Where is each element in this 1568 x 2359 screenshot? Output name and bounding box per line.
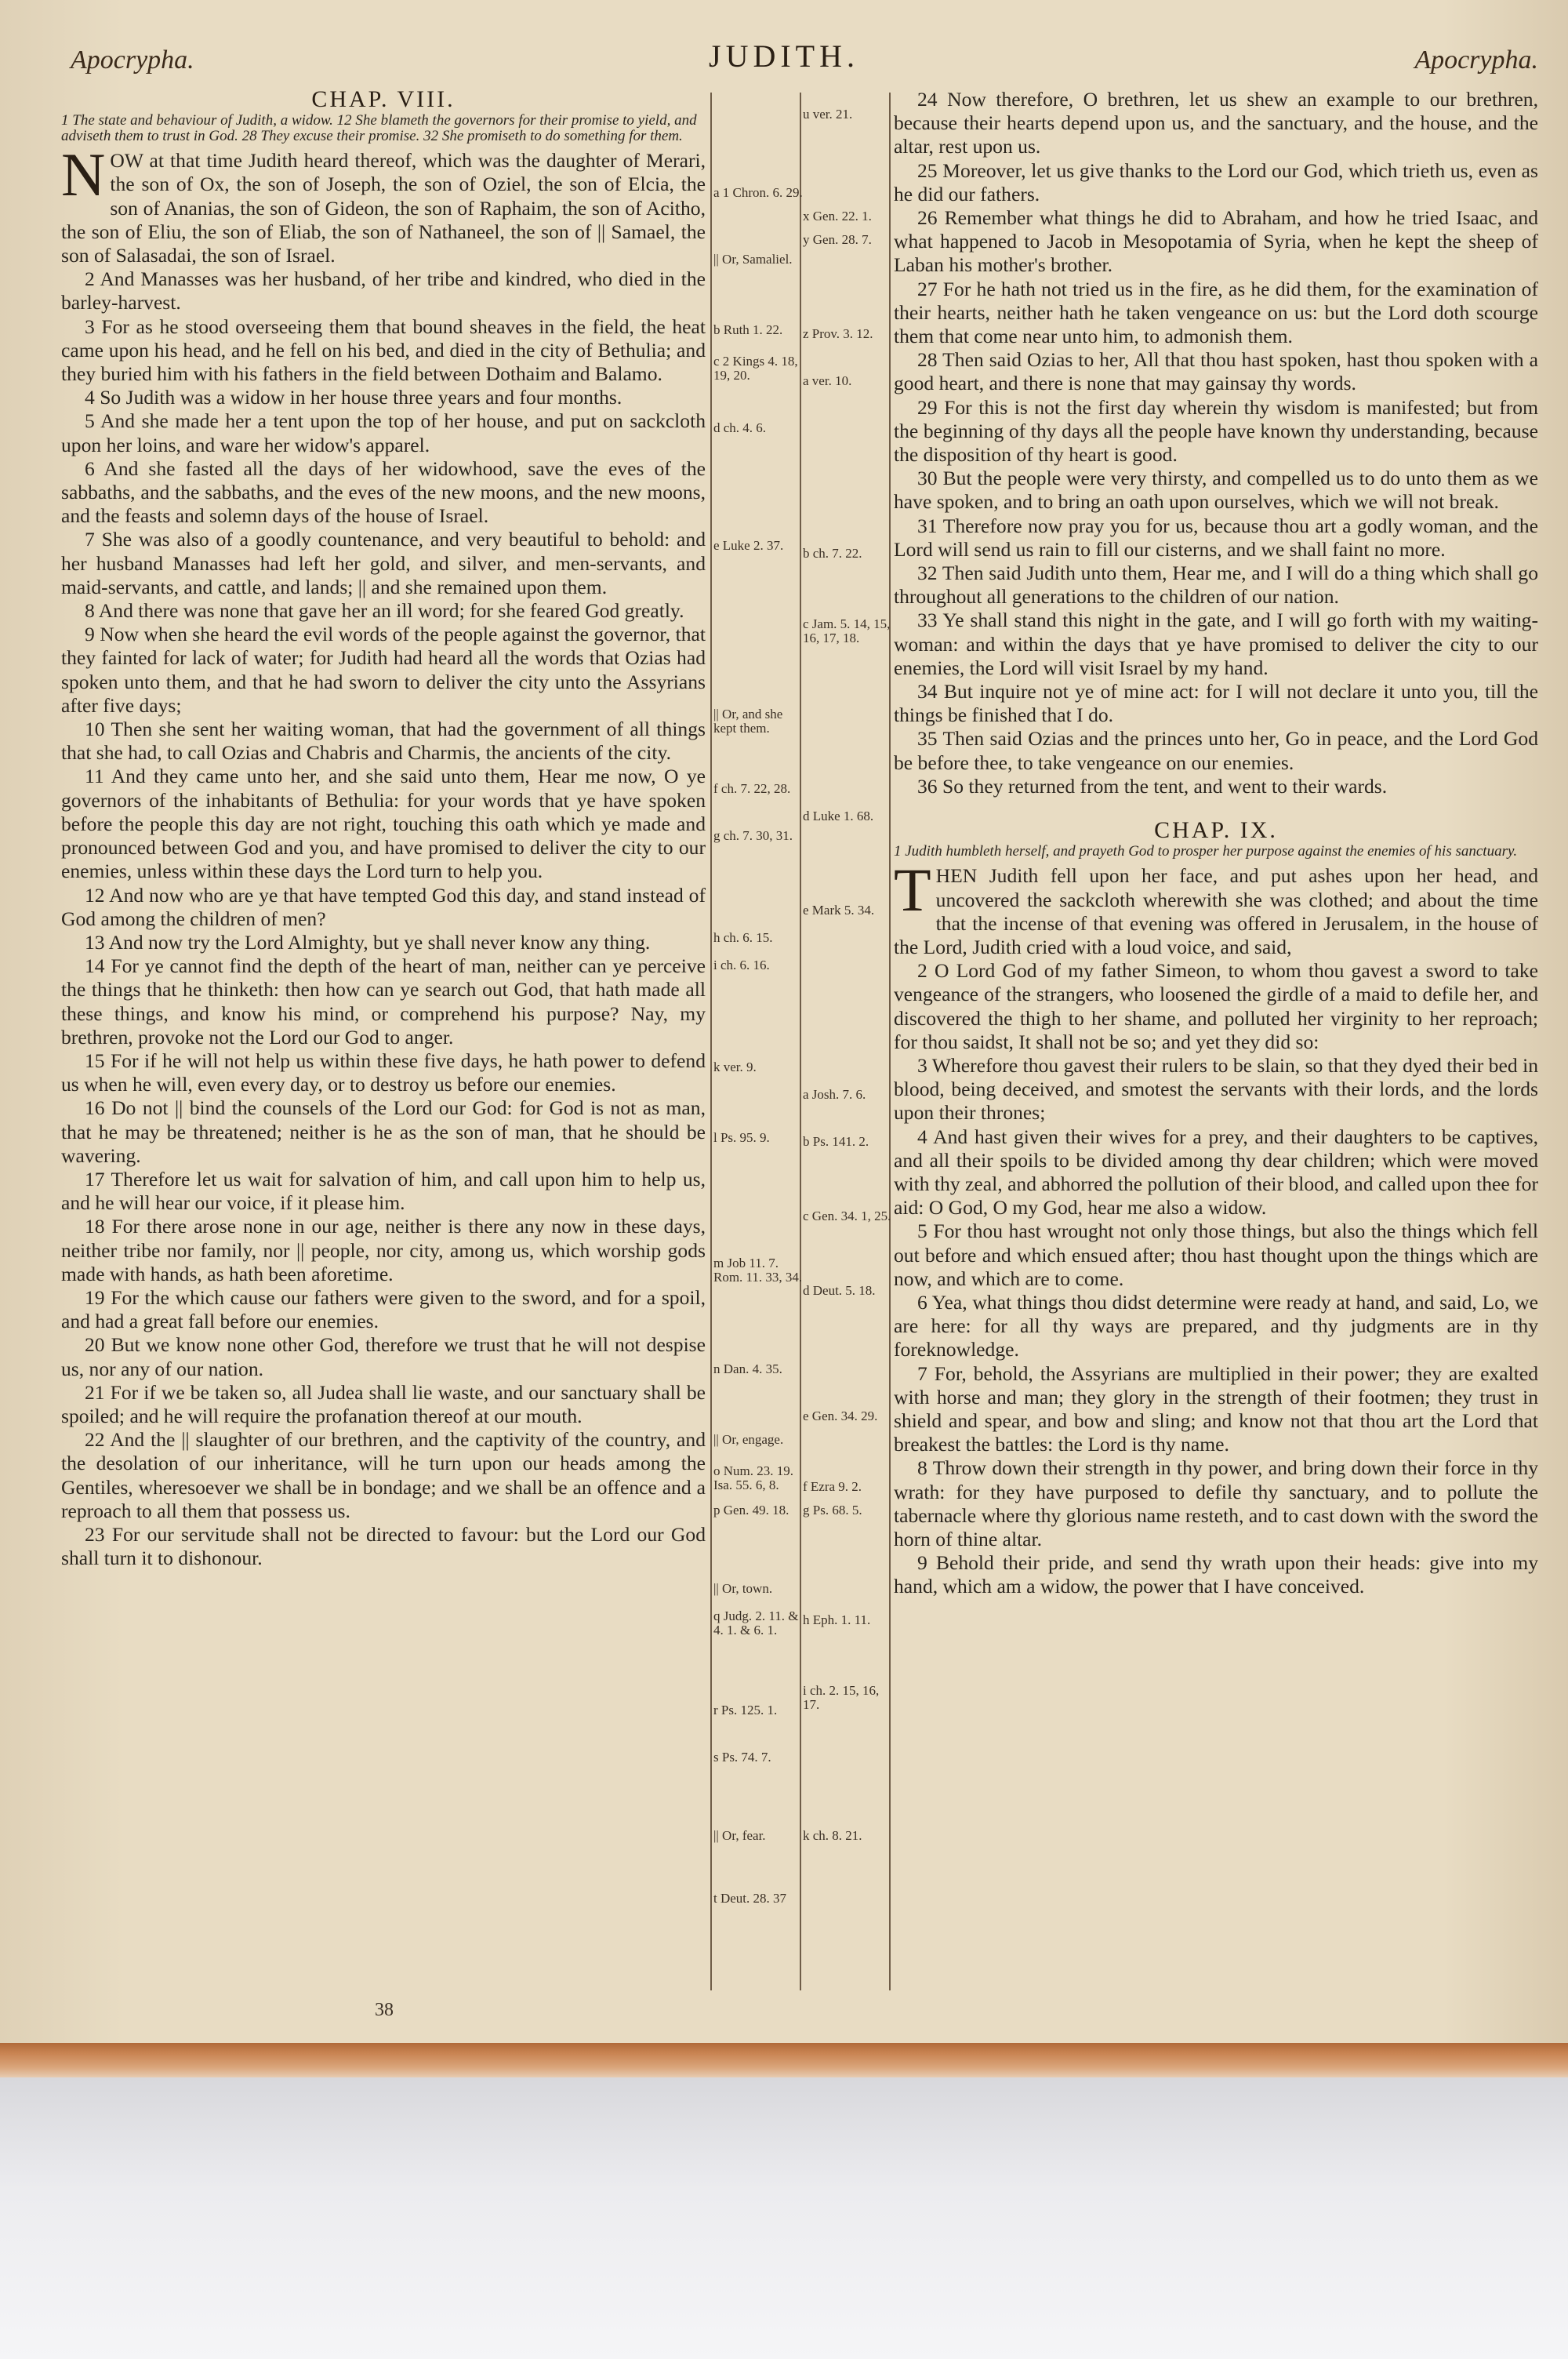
margin-note: a ver. 10. — [803, 373, 852, 388]
margin-note: d ch. 4. 6. — [713, 420, 767, 435]
text-column-right — [894, 88, 1538, 1599]
verse: 30 But the people were very thirsty, and compelled us to do unto them as we have spoken, and to bring an oath upon ourselves, which we will not break. — [894, 467, 1538, 514]
verse: 6 And she fasted all the days of her widowhood, save the eves of the sabbaths, and the sabbaths, and the eves of the new moons, and the new moons, and the feasts and solemn days of the house of Israel. — [61, 456, 706, 528]
verse: 3 Wherefore thou gavest their rulers to be slain, so that they dyed their bed in blood, being deceived, and smotest the servants with their lords, and the lords upon their thrones; — [894, 1053, 1538, 1125]
running-header-left: Apocrypha. — [71, 45, 194, 75]
verse: 31 Therefore now pray you for us, because thou art a godly woman, and the Lord will send us rain to fill our cisterns, and we shall faint no more. — [894, 514, 1538, 561]
verse: 29 For this is not the first day wherein thy wisdom is manifested; but from the beginning of thy days all the people have known thy understanding, because the disposition of thy heart is good. — [894, 395, 1538, 467]
margin-note: || Or, town. — [713, 1581, 773, 1596]
verse: 17 Therefore let us wait for salvation of him, and call upon him to help us, and he will hear our voice, if it please him. — [61, 1167, 706, 1215]
chapter-heading: CHAP. IX. — [1154, 817, 1278, 844]
margin-note: f ch. 7. 22, 28. — [713, 781, 791, 796]
margin-note: c Jam. 5. 14, 15, 16, 17, 18. — [803, 616, 891, 645]
margin-note: || Or, engage. — [713, 1432, 784, 1447]
margin-note: o Num. 23. 19. Isa. 55. 6, 8. — [713, 1463, 793, 1492]
verse: 11 And they came unto her, and she said unto them, Hear me now, O ye governors of the inhabitants of Bethulia: for your words that ye have spoken before the people this day are not right, touching this oath which ye made and pronounced between God and you, and have promised to deliver the city to our enemies, unless within these days the Lord turn to help you. — [61, 765, 706, 883]
margin-note: k ver. 9. — [713, 1060, 757, 1074]
margin-note: c 2 Kings 4. 18, 19, 20. — [713, 354, 798, 383]
margin-note: b Ruth 1. 22. — [713, 322, 783, 337]
margin-note: h ch. 6. 15. — [713, 930, 773, 945]
verse: 24 Now therefore, O brethren, let us shew an example to our brethren, because their hearts depend upon us, and the sanctuary, and the house, and the altar, rest upon us. — [894, 88, 1538, 158]
drop-capital: T — [894, 856, 931, 925]
verse: 34 But inquire not ye of mine act: for I will not declare it unto you, till the things be finished that I do. — [894, 680, 1538, 727]
margin-note: y Gen. 28. 7. — [803, 232, 872, 247]
book-edge — [0, 2043, 1568, 2077]
verse: 16 Do not || bind the counsels of the Lord our God: for God is not as man, that he may be threatened; neither is he as the son of man, that he should be wavering. — [61, 1096, 706, 1167]
margin-note: l Ps. 95. 9. — [713, 1130, 770, 1145]
verse: 18 For there arose none in our age, neither is there any now in these days, neither tribe nor family, nor || people, nor city, among us, which worship gods made with hands, as hath been aforetime. — [61, 1215, 706, 1285]
margin-note: n Dan. 4. 35. — [713, 1361, 782, 1376]
verse: 4 And hast given their wives for a prey, and their daughters to be captives, and all their spoils to be divided among thy dear children; which were moved with thy zeal, and abhorred the pollution of their blood, and called upon thee for aid: O God, O my God, hear me also a widow. — [894, 1125, 1538, 1219]
margin-note: a 1 Chron. 6. 29. — [713, 185, 803, 200]
column-rule — [710, 93, 712, 1990]
margin-note: g ch. 7. 30, 31. — [713, 828, 793, 843]
verse: 9 Now when she heard the evil words of the people against the governor, that they fainted for lack of water; for Judith had heard all the words that Ozias had spoken unto them, and that he had sworn to deliver the city unto the Assyrians after five days; — [61, 623, 706, 717]
margin-note: f Ezra 9. 2. — [803, 1479, 862, 1494]
verse: 7 For, behold, the Assyrians are multiplied in their power; they are exalted with horse and man; they glory in the strength of their footmen; they trust in shield and spear, and bow and sling; and know not that thou art the Lord that breakest the battles: the Lord is thy name. — [894, 1361, 1538, 1456]
verse: 32 Then said Judith unto them, Hear me, and I will do a thing which shall go throughout all generations to the children of our nation. — [894, 562, 1538, 609]
verse: 21 For if we be taken so, all Judea shall lie waste, and our sanctuary shall be spoiled; and he will require the profanation thereof at our mouth. — [61, 1380, 706, 1427]
chapter-heading: CHAP. VIII. — [311, 86, 456, 112]
margin-note: e Gen. 34. 29. — [803, 1408, 878, 1423]
margin-note: b Ps. 141. 2. — [803, 1134, 869, 1149]
verse: 19 For the which cause our fathers were given to the sword, and for a spoil, and had a great fall before our enemies. — [61, 1285, 706, 1333]
verse: 35 Then said Ozias and the princes unto her, Go in peace, and the Lord God be before thee, to take vengeance on our enemies. — [894, 727, 1538, 774]
margin-note: m Job 11. 7. Rom. 11. 33, 34. — [713, 1256, 803, 1285]
margin-note: a Josh. 7. 6. — [803, 1087, 866, 1102]
verse: 20 But we know none other God, therefore we trust that he will not despise us, nor any of our nation. — [61, 1333, 706, 1380]
verse: 4 So Judith was a widow in her house three years and four months. — [85, 386, 622, 409]
margin-note: || Or, and she kept them. — [713, 707, 783, 736]
verse: 5 For thou hast wrought not only those things, but also the things which fell out before and which ensued after; thou hast thought upon the things which are now, and which are to come. — [894, 1219, 1538, 1290]
verse: 10 Then she sent her waiting woman, that had the government of all things that she had, to call Ozias and Chabris and Charmis, the ancients of the city. — [61, 718, 706, 765]
verse: 28 Then said Ozias to her, All that thou hast spoken, hast thou spoken with a good heart, and there is none that may gainsay thy words. — [894, 348, 1538, 395]
margin-note: k ch. 8. 21. — [803, 1828, 862, 1843]
chapter-summary: 1 The state and behaviour of Judith, a widow. 12 She blameth the governors for their promise to yield, and adviseth them to trust in God. 28 They excuse their promise. 32 She promiseth to do something for them. — [61, 112, 697, 145]
margin-note: r Ps. 125. 1. — [713, 1703, 778, 1717]
verse: 27 For he hath not tried us in the fire, as he did them, for the examination of their hearts, neither hath he taken vengeance on us: but the Lord doth scourge them that come near unto him, to admonish them. — [894, 277, 1538, 348]
verse: THEN Judith fell upon her face, and put ashes upon her head, and uncovered the sackcloth wherewith she was clothed; and about the time that the incense of that evening was offered in Jerusalem, in the house of the Lord, Judith cried with a loud voice, and said, — [894, 856, 1538, 958]
verse: 5 And she made her a tent upon the top of her house, and put on sackcloth upon her loins, and ware her widow's apparel. — [61, 409, 706, 456]
drop-capital: N — [61, 140, 106, 209]
verse: 14 For ye cannot find the depth of the heart of man, neither can ye perceive the things that he thinketh: then how can ye search out God, that hath made all these things, and know his mind, or comprehend his purpose? Nay, my brethren, provoke not the Lord our God to anger. — [61, 954, 706, 1049]
verse: 6 Yea, what things thou didst determine were ready at hand, and said, Lo, we are here: for all thy ways are prepared, and thy judgments are in thy foreknowledge. — [894, 1290, 1538, 1361]
running-header-right: Apocrypha. — [1414, 45, 1538, 75]
margin-note: i ch. 6. 16. — [713, 958, 770, 972]
verse: 36 So they returned from the tent, and went to their wards. — [917, 774, 1388, 798]
text-column-left — [61, 88, 706, 1570]
margin-note: z Prov. 3. 12. — [803, 326, 873, 341]
margin-note: q Judg. 2. 11. & 4. 1. & 6. 1. — [713, 1608, 799, 1637]
margin-note: e Luke 2. 37. — [713, 538, 784, 553]
verse: 8 Throw down their strength in thy power, and bring down their force in thy wrath: for they have purposed to defile thy sanctuary, and to pollute the tabernacle where thy glorious name resteth, and to cast down with the sword the horn of thine altar. — [894, 1456, 1538, 1550]
verse: 25 Moreover, let us give thanks to the Lord our God, which trieth us, even as he did our fathers. — [894, 158, 1538, 205]
margin-note: s Ps. 74. 7. — [713, 1750, 771, 1765]
margin-note: || Or, fear. — [713, 1828, 766, 1843]
running-header-book-title: JUDITH. — [709, 38, 859, 74]
verse: NOW at that time Judith heard thereof, which was the daughter of Merari, the son of Ox, the son of Joseph, the son of Oziel, the son of Elcia, the son of Ananias, the son of Gideon, the son of Raphaim, the son of Acitho, the son of Eliu, the son of Eliab, the son of Nathaneel, the son of || Samael, the son of Salasadai, the son of Israel. — [61, 140, 706, 267]
margin-note: d Luke 1. 68. — [803, 809, 874, 823]
verse: 3 For as he stood overseeing them that bound sheaves in the field, the heat came upon his head, and he fell on his bed, and died in the city of Bethulia; and they buried him with his fathers in the field between Dothaim and Balamo. — [61, 314, 706, 386]
margin-note: x Gen. 22. 1. — [803, 209, 872, 224]
verse: 33 Ye shall stand this night in the gate, and I will go forth with my waiting-woman: and within the days that ye have promised to deliver the city to our enemies, the Lord will visit Israel by my hand. — [894, 609, 1538, 679]
margin-note: c Gen. 34. 1, 25. — [803, 1209, 891, 1223]
margin-note: || Or, Samaliel. — [713, 252, 793, 267]
margin-note: h Eph. 1. 11. — [803, 1612, 871, 1627]
margin-note: u ver. 21. — [803, 107, 853, 122]
verse: 2 O Lord God of my father Simeon, to whom thou gavest a sword to take vengeance of the strangers, who loosened the girdle of a maid to defile her, and discovered the thigh to her shame, and polluted her virginity to her reproach; for thou saidst, It shall not be so; and yet they did so: — [894, 959, 1538, 1053]
verse: 22 And the || slaughter of our brethren, and the captivity of the country, and the desolation of our inheritance, will he turn upon our heads among the Gentiles, wheresoever we shall be in bondage; and we shall be an offence and a reproach to all them that possess us. — [61, 1428, 706, 1522]
margin-note: e Mark 5. 34. — [803, 903, 875, 918]
verse: 12 And now who are ye that have tempted God this day, and stand instead of God among the children of men? — [61, 883, 706, 930]
page-number: 38 — [375, 2000, 394, 2020]
verse: 26 Remember what things he did to Abraham, and how he tried Isaac, and what happened to Jacob in Mesopotamia of Syria, when he kept the sheep of Laban his mother's brother. — [894, 206, 1538, 277]
verse: 2 And Manasses was her husband, of her tribe and kindred, who died in the barley-harvest. — [61, 267, 706, 314]
margin-note: t Deut. 28. 37 — [713, 1891, 787, 1906]
verse: 13 And now try the Lord Almighty, but ye shall never know any thing. — [85, 930, 651, 954]
verse: 8 And there was none that gave her an ill word; for she feared God greatly. — [85, 599, 684, 623]
margin-note: p Gen. 49. 18. — [713, 1503, 789, 1518]
chapter-summary: 1 Judith humbleth herself, and prayeth God to prosper her purpose against the enemies of his sanctuary. — [894, 843, 1518, 860]
verse: 9 Behold their pride, and send thy wrath upon their heads: give into my hand, which am a widow, the power that I have conceived. — [894, 1551, 1538, 1598]
verse: 7 She was also of a goodly countenance, and very beautiful to behold: and her husband Manasses had left her gold, and silver, and men-servants, and maid-servants, and cattle, and lands; || and she remained upon them. — [61, 528, 706, 598]
table-surface — [0, 2077, 1568, 2359]
margin-note: g Ps. 68. 5. — [803, 1503, 862, 1518]
margin-note: b ch. 7. 22. — [803, 546, 862, 561]
margin-note: i ch. 2. 15, 16, 17. — [803, 1683, 880, 1712]
verse: 15 For if he will not help us within these five days, he hath power to defend us when he will, even every day, or to destroy us before our enemies. — [61, 1049, 706, 1096]
verse: 23 For our servitude shall not be directed to favour: but the Lord our God shall turn it to dishonour. — [61, 1522, 706, 1570]
margin-note: d Deut. 5. 18. — [803, 1283, 876, 1298]
